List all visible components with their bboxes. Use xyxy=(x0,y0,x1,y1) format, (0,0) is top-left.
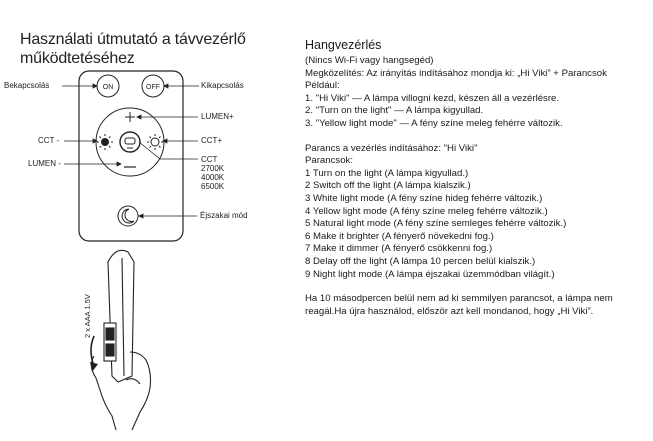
commands-intro-line: Parancsok: xyxy=(305,155,353,167)
voice-footer-note: Ha 10 másodpercen belül nem ad ki semmilyen parancsot, a lámpa nem reagál.Ha újra használod, először azt kell mondanod, hogy „Hi Viki”. xyxy=(305,293,613,317)
callout-night-mode: Éjszakai mód xyxy=(200,211,248,220)
command-item: 4 Yellow light mode (A fény színe meleg fehérre változik.) xyxy=(305,205,548,217)
on-button-label: ON xyxy=(102,84,114,91)
voice-heading: Hangvezérlés xyxy=(305,38,382,52)
cct-values-line: 4000K xyxy=(201,173,225,182)
cct-values-line: 2700K xyxy=(201,164,225,173)
remote-diagram xyxy=(0,0,300,441)
voice-control-section xyxy=(305,38,645,318)
command-item: 5 Natural light mode (A fény színe semleges fehérre változik.) xyxy=(305,218,567,230)
command-item: 6 Make it brighter (A fényerő növekedni fog.) xyxy=(305,230,494,242)
on-button[interactable] xyxy=(97,75,119,97)
command-item: 9 Night light mode (A lámpa éjszakai üzemmódban világít.) xyxy=(305,268,555,280)
voice-example-line: 3. "Yellow light mode" — A fény színe meleg fehérre változik. xyxy=(305,117,563,129)
cct-values-line: 6500K xyxy=(201,182,225,191)
callout-power-on: Bekapcsolás xyxy=(4,81,50,90)
off-button-label: OFF xyxy=(146,84,160,91)
callout-cct-minus: CCT - xyxy=(38,136,60,145)
off-button[interactable] xyxy=(142,75,164,97)
voice-intro-line: Megközelítés: Az irányítás indításához mondja ki: „Hi Viki” + Parancsok xyxy=(305,67,607,79)
manual-title: Használati útmutató a távvezérlő működtetéséhez xyxy=(20,31,246,67)
callout-cct-values xyxy=(201,155,224,191)
night-mode-button[interactable] xyxy=(118,206,138,226)
hand-holding-remote-illustration xyxy=(90,250,151,430)
commands-intro-line: Parancs a vezérlés indításához: "Hi Viki" xyxy=(305,142,478,154)
cct-values-line: CCT xyxy=(201,155,218,164)
command-item: 8 Delay off the light (A lámpa 10 percen belül kialszik.) xyxy=(305,255,536,267)
voice-intro-line: Például: xyxy=(305,80,340,92)
command-item: 3 White light mode (A fény színe hideg fehérre változik.) xyxy=(305,192,543,204)
callout-power-off: Kikapcsolás xyxy=(201,81,244,90)
command-item: 7 Make it dimmer (A fényerő csökkenni fog.) xyxy=(305,243,493,255)
voice-example-line: 2. "Turn on the light" — A lámpa kigyullad. xyxy=(305,105,484,117)
voice-example-line: 1. "Hi Viki" — A lámpa villogni kezd, készen áll a vezérlésre. xyxy=(305,92,560,104)
battery-label: 2 x AAA 1.5V xyxy=(83,294,92,338)
command-item: 2 Switch off the light (A lámpa kialszik.) xyxy=(305,180,471,192)
voice-intro-line: (Nincs Wi-Fi vagy hangsegéd) xyxy=(305,55,434,66)
command-item: 1 Turn on the light (A lámpa kigyullad.) xyxy=(305,167,469,179)
callout-cct-plus: CCT+ xyxy=(201,136,223,145)
callout-lumen-minus: LUMEN - xyxy=(28,159,61,168)
callout-lumen-plus: LUMEN+ xyxy=(201,112,234,121)
control-pad xyxy=(96,108,164,176)
cct-cycle-button[interactable] xyxy=(120,132,140,152)
